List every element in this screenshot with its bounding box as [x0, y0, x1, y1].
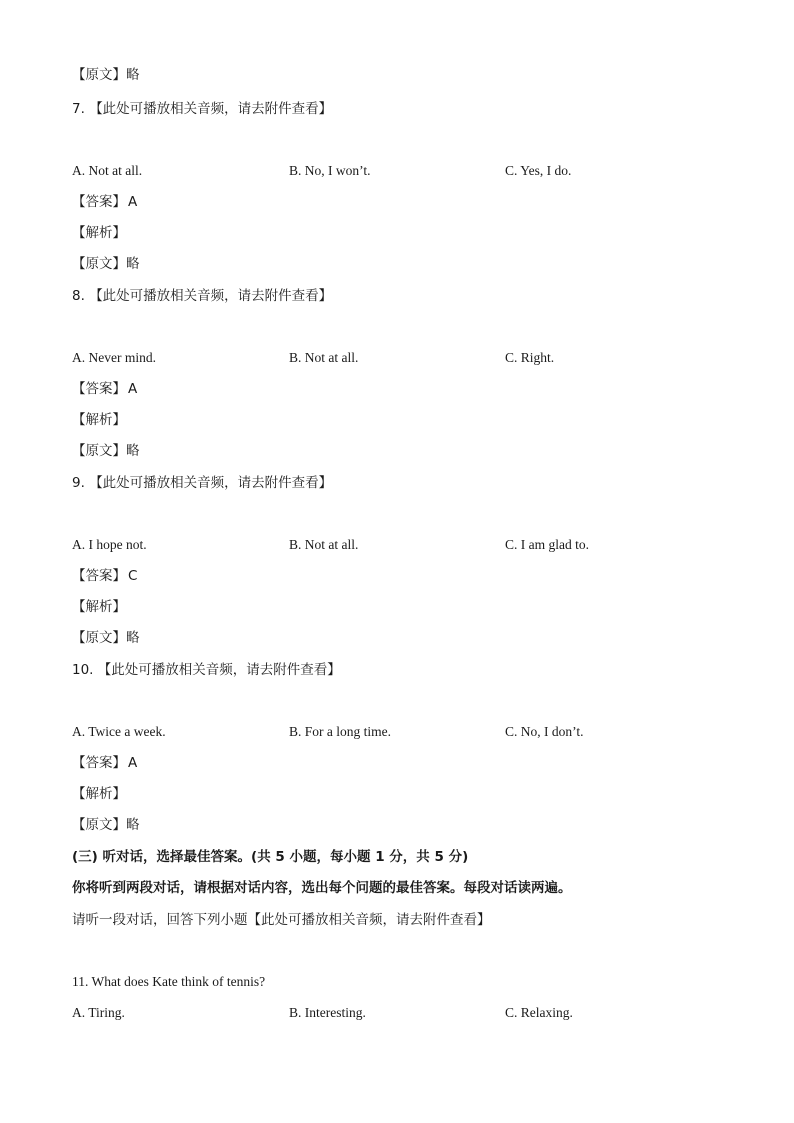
audio-placeholder: 【此处可播放相关音频，请去附件查看】	[89, 475, 333, 491]
dialogue-prompt: 请听一段对话，回答下列小题【此处可播放相关音频，请去附件查看】	[72, 912, 491, 928]
source-line	[72, 629, 140, 647]
option-b: B. Interesting.	[289, 1005, 366, 1020]
answer-line	[72, 567, 137, 585]
option-a: A. Tiring.	[72, 1005, 125, 1020]
option-c: C. I am glad to.	[505, 537, 589, 552]
option-c: C. Yes, I do.	[505, 163, 572, 178]
source-value: 略	[126, 817, 140, 833]
answer-value: C	[128, 568, 138, 584]
source-value: 略	[126, 630, 140, 646]
answer-value: A	[128, 755, 138, 771]
option-c: C. Relaxing.	[505, 1005, 573, 1020]
option-b: B. Not at all.	[289, 537, 359, 552]
answer-label: 【答案】	[72, 194, 126, 210]
audio-placeholder: 【此处可播放相关音频，请去附件查看】	[89, 101, 333, 117]
source-label: 【原文】	[72, 67, 126, 83]
source-label: 【原文】	[72, 256, 126, 272]
question-11-text: 11. What does Kate think of tennis?	[72, 974, 266, 989]
option-c: C. No, I don’t.	[505, 724, 584, 739]
option-a: A. Twice a week.	[72, 724, 166, 739]
source-label: 【原文】	[72, 817, 126, 833]
option-a: A. Not at all.	[72, 163, 143, 178]
question-number: 7.	[72, 101, 85, 117]
question-number: 10.	[72, 662, 94, 678]
question-number: 8.	[72, 288, 85, 304]
answer-label: 【答案】	[72, 568, 126, 584]
answer-value: A	[128, 381, 138, 397]
question-9-prompt	[72, 474, 332, 492]
option-c: C. Right.	[505, 350, 555, 365]
source-line	[72, 816, 140, 834]
answer-label: 【答案】	[72, 381, 126, 397]
source-label: 【原文】	[72, 630, 126, 646]
answer-line	[72, 193, 137, 211]
source-value: 略	[126, 67, 140, 83]
option-b: B. For a long time.	[289, 724, 391, 739]
source-value: 略	[126, 443, 140, 459]
source-line	[72, 255, 140, 273]
answer-line	[72, 380, 137, 398]
option-a: A. Never mind.	[72, 350, 156, 365]
question-8-prompt	[72, 287, 332, 305]
option-b: B. No, I won’t.	[289, 163, 371, 178]
section-instruction: 你将听到两段对话，请根据对话内容，选出每个问题的最佳答案。每段对话读两遍。	[72, 880, 572, 896]
analysis-label: 【解析】	[72, 225, 126, 241]
analysis-label: 【解析】	[72, 599, 126, 615]
option-a: A. I hope not.	[72, 537, 147, 552]
audio-placeholder: 【此处可播放相关音频，请去附件查看】	[97, 662, 341, 678]
source-line	[72, 66, 140, 84]
answer-value: A	[128, 194, 138, 210]
source-line	[72, 442, 140, 460]
analysis-label: 【解析】	[72, 412, 126, 428]
source-value: 略	[126, 256, 140, 272]
section-heading: (三) 听对话，选择最佳答案。(共 5 小题，每小题 1 分，共 5 分)	[72, 849, 469, 865]
question-7-prompt	[72, 100, 332, 118]
question-number: 9.	[72, 475, 85, 491]
question-10-prompt	[72, 661, 341, 679]
option-b: B. Not at all.	[289, 350, 359, 365]
audio-placeholder: 【此处可播放相关音频，请去附件查看】	[89, 288, 333, 304]
answer-label: 【答案】	[72, 755, 126, 771]
analysis-label: 【解析】	[72, 786, 126, 802]
answer-line	[72, 754, 137, 772]
source-label: 【原文】	[72, 443, 126, 459]
